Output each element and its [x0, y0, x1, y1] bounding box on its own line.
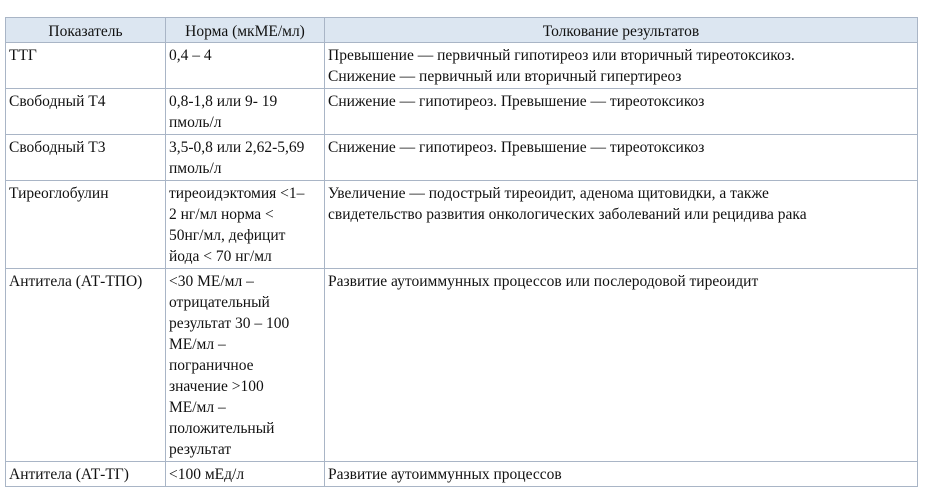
indicator-cell: ТТГ — [6, 43, 166, 89]
indicator-cell: Тиреоглобулин — [6, 181, 166, 269]
interpretation-line: Развитие аутоиммунных процессов или послеродовой тиреоидит — [328, 273, 759, 290]
interpretation-line: Превышение — первичный гипотиреоз или вторичный тиреотоксикоз. — [328, 47, 795, 64]
norm-line: 0,8-1,8 или 9- 19 — [169, 93, 278, 110]
norm-line: 50нг/мл, дефицит — [169, 227, 286, 244]
interpretation-cell — [325, 181, 918, 269]
interpretation-line: Снижение — первичный или вторичный гипертиреоз — [328, 68, 682, 85]
indicator-cell: Антитела (АТ-ТГ) — [6, 462, 166, 487]
header-interpretation: Толкование результатов — [325, 18, 918, 43]
norm-line: 3,5-0,8 или 2,62-5,69 — [169, 139, 305, 156]
norm-line: пмоль/л — [169, 114, 222, 131]
interpretation-cell — [325, 43, 918, 89]
norm-line: тиреоидэктомия <1– — [169, 185, 305, 202]
interpretation-line: Развитие аутоиммунных процессов — [328, 466, 562, 483]
table-header-row — [6, 18, 918, 43]
norm-line: МЕ/мл – — [169, 399, 226, 416]
interpretation-cell — [325, 462, 918, 487]
interpretation-line: Снижение — гипотиреоз. Превышение — тиреотоксикоз — [328, 93, 705, 110]
norm-line: йода < 70 нг/мл — [169, 248, 272, 265]
interpretation-line: Снижение — гипотиреоз. Превышение — тиреотоксикоз — [328, 139, 705, 156]
norm-line: пограничное — [169, 357, 254, 374]
norm-line: результат 30 – 100 — [169, 315, 290, 332]
norm-line: <30 МЕ/мл – — [169, 273, 254, 290]
norm-cell — [166, 269, 325, 462]
norm-line: 2 нг/мл норма < — [169, 206, 274, 223]
norm-line: пмоль/л — [169, 160, 222, 177]
norm-cell — [166, 135, 325, 181]
interpretation-line: Увеличение — подострый тиреоидит, аденома щитовидки, а также — [328, 185, 769, 202]
norm-line: МЕ/мл – — [169, 336, 226, 353]
indicator-cell: Антитела (АТ-ТПО) — [6, 269, 166, 462]
interpretation-cell — [325, 269, 918, 462]
thyroid-test-table — [5, 17, 918, 487]
norm-cell — [166, 181, 325, 269]
norm-line: 0,4 – 4 — [169, 47, 212, 64]
table-row — [6, 89, 918, 135]
table-row — [6, 462, 918, 487]
table-row — [6, 43, 918, 89]
table-row — [6, 135, 918, 181]
thyroid-test-table-container — [5, 17, 918, 487]
indicator-cell: Свободный Т3 — [6, 135, 166, 181]
norm-line: отрицательный — [169, 294, 270, 311]
table-row — [6, 181, 918, 269]
norm-line: результат — [169, 441, 232, 458]
indicator-cell: Свободный Т4 — [6, 89, 166, 135]
header-norm: Норма (мкМЕ/мл) — [166, 18, 325, 43]
interpretation-cell — [325, 89, 918, 135]
interpretation-cell — [325, 135, 918, 181]
table-row — [6, 269, 918, 462]
interpretation-line: свидетельство развития онкологических заболеваний или рецидива рака — [328, 206, 807, 223]
header-indicator: Показатель — [6, 18, 166, 43]
norm-cell — [166, 43, 325, 89]
norm-line: <100 мЕд/л — [169, 466, 245, 483]
norm-line: значение >100 — [169, 378, 264, 395]
norm-cell — [166, 89, 325, 135]
norm-cell — [166, 462, 325, 487]
norm-line: положительный — [169, 420, 275, 437]
